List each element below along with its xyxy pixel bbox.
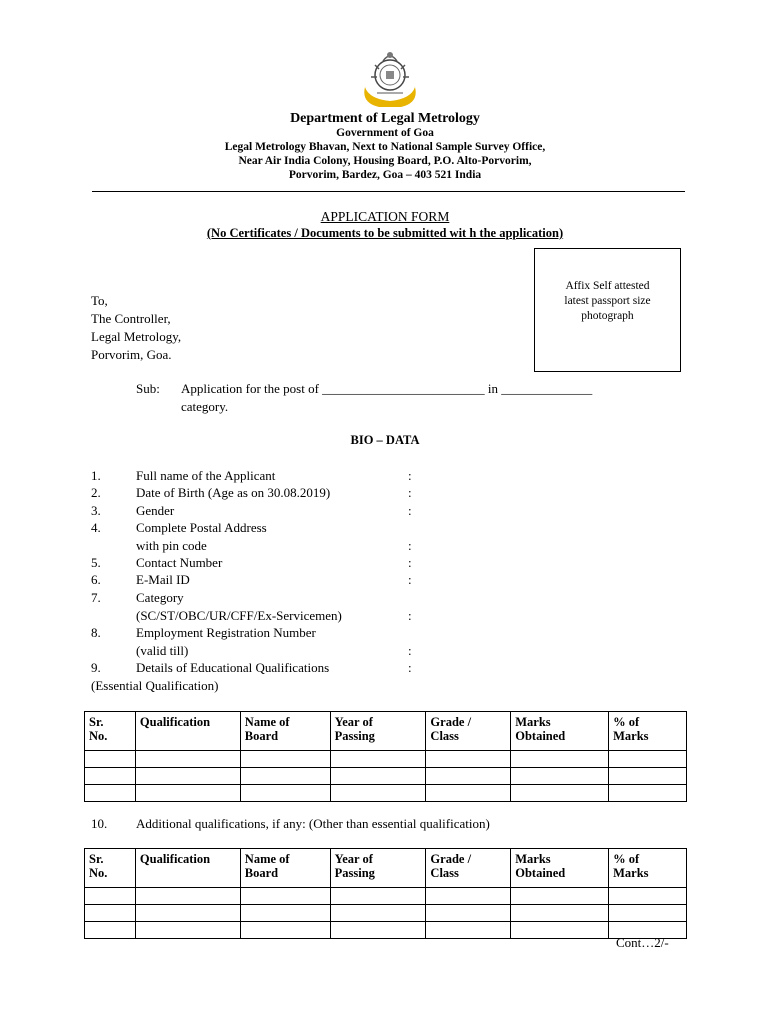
item-label: Complete Postal Address — [136, 520, 267, 535]
essential-qualification-table — [84, 711, 687, 802]
item-colon: : — [408, 572, 412, 587]
item-label: Details of Educational Qualifications — [136, 660, 330, 675]
header-grade: Grade / Class — [426, 712, 511, 751]
header-divider — [92, 191, 685, 192]
item-colon: : — [408, 503, 412, 518]
item-label: E-Mail ID — [136, 572, 190, 587]
essential-qualification-note: (Essential Qualification) — [91, 678, 219, 693]
header-board: Name of Board — [240, 849, 330, 888]
item-number: 4. — [91, 520, 101, 535]
photo-box-line-1: Affix Self attested — [565, 280, 650, 292]
header-marks: Marks Obtained — [511, 849, 609, 888]
header-percent: % of Marks — [609, 849, 687, 888]
addressee-line-1: The Controller, — [91, 311, 171, 326]
photo-box-line-2: latest passport size — [564, 295, 651, 307]
subject-text: Application for the post of _________________________ in ______________ — [181, 381, 593, 396]
item-number: 3. — [91, 503, 101, 518]
address-line-1: Legal Metrology Bhavan, Next to National Sample Survey Office, — [224, 141, 546, 153]
header-percent: % of Marks — [609, 712, 687, 751]
table-row — [85, 768, 687, 785]
address-line-3: Porvorim, Bardez, Goa – 403 521 India — [288, 169, 482, 181]
item-number: 8. — [91, 625, 101, 640]
header-sr-no: Sr. No. — [85, 712, 136, 751]
item-colon: : — [408, 468, 412, 483]
goa-emblem-logo — [357, 47, 423, 109]
item-label-continued: (SC/ST/OBC/UR/CFF/Ex-Servicemen) — [136, 608, 342, 623]
item-number: 5. — [91, 555, 101, 570]
item-number: 6. — [91, 572, 101, 587]
item-number: 2. — [91, 485, 101, 500]
subject-category: category. — [181, 399, 229, 414]
table-header-row — [85, 712, 687, 751]
header-board: Name of Board — [240, 712, 330, 751]
item-label: Category — [136, 590, 184, 605]
addressee-block — [91, 292, 181, 364]
item-colon: : — [408, 608, 412, 623]
table-row — [85, 888, 687, 905]
table-row — [85, 751, 687, 768]
item-label: Gender — [136, 503, 175, 518]
table-row — [85, 905, 687, 922]
item-number: 1. — [91, 468, 101, 483]
header-grade: Grade / Class — [426, 849, 511, 888]
item-number: 7. — [91, 590, 101, 605]
table-header-row — [85, 849, 687, 888]
item-colon: : — [408, 555, 412, 570]
item-colon: : — [408, 485, 412, 500]
additional-qualification-table — [84, 848, 687, 939]
government-line: Government of Goa — [336, 127, 434, 139]
item-colon: : — [408, 538, 412, 553]
header-marks: Marks Obtained — [511, 712, 609, 751]
form-title: APPLICATION FORM — [320, 209, 450, 224]
biodata-title: BIO – DATA — [350, 433, 420, 447]
header-year: Year of Passing — [330, 712, 426, 751]
header-qualification: Qualification — [135, 849, 240, 888]
addressee-line-3: Porvorim, Goa. — [91, 347, 172, 362]
header-year: Year of Passing — [330, 849, 426, 888]
item-colon: : — [408, 660, 412, 675]
header-qualification: Qualification — [135, 712, 240, 751]
additional-number: 10. — [91, 816, 108, 831]
item-label-continued: (valid till) — [136, 643, 189, 658]
table-row — [85, 785, 687, 802]
photo-box — [534, 248, 681, 372]
photo-box-line-3: photograph — [581, 310, 634, 322]
form-subtitle: (No Certificates / Documents to be submitted wit h the application) — [206, 226, 564, 240]
addressee-to: To, — [91, 293, 108, 308]
subject-label: Sub: — [136, 381, 160, 396]
item-label: Employment Registration Number — [136, 625, 316, 640]
item-label: Date of Birth (Age as on 30.08.2019) — [136, 485, 331, 500]
continued-label: Cont…2/- — [616, 935, 669, 950]
department-title: Department of Legal Metrology — [290, 111, 480, 126]
header-sr-no: Sr. No. — [85, 849, 136, 888]
item-number: 9. — [91, 660, 101, 675]
item-colon: : — [408, 643, 412, 658]
addressee-line-2: Legal Metrology, — [91, 329, 182, 344]
item-label-continued: with pin code — [136, 538, 207, 553]
item-label: Contact Number — [136, 555, 223, 570]
address-line-2: Near Air India Colony, Housing Board, P.O. Alto-Porvorim, — [238, 155, 532, 167]
table-row — [85, 922, 687, 939]
additional-text: Additional qualifications, if any: (Other than essential qualification) — [136, 816, 490, 831]
item-label: Full name of the Applicant — [136, 468, 276, 483]
